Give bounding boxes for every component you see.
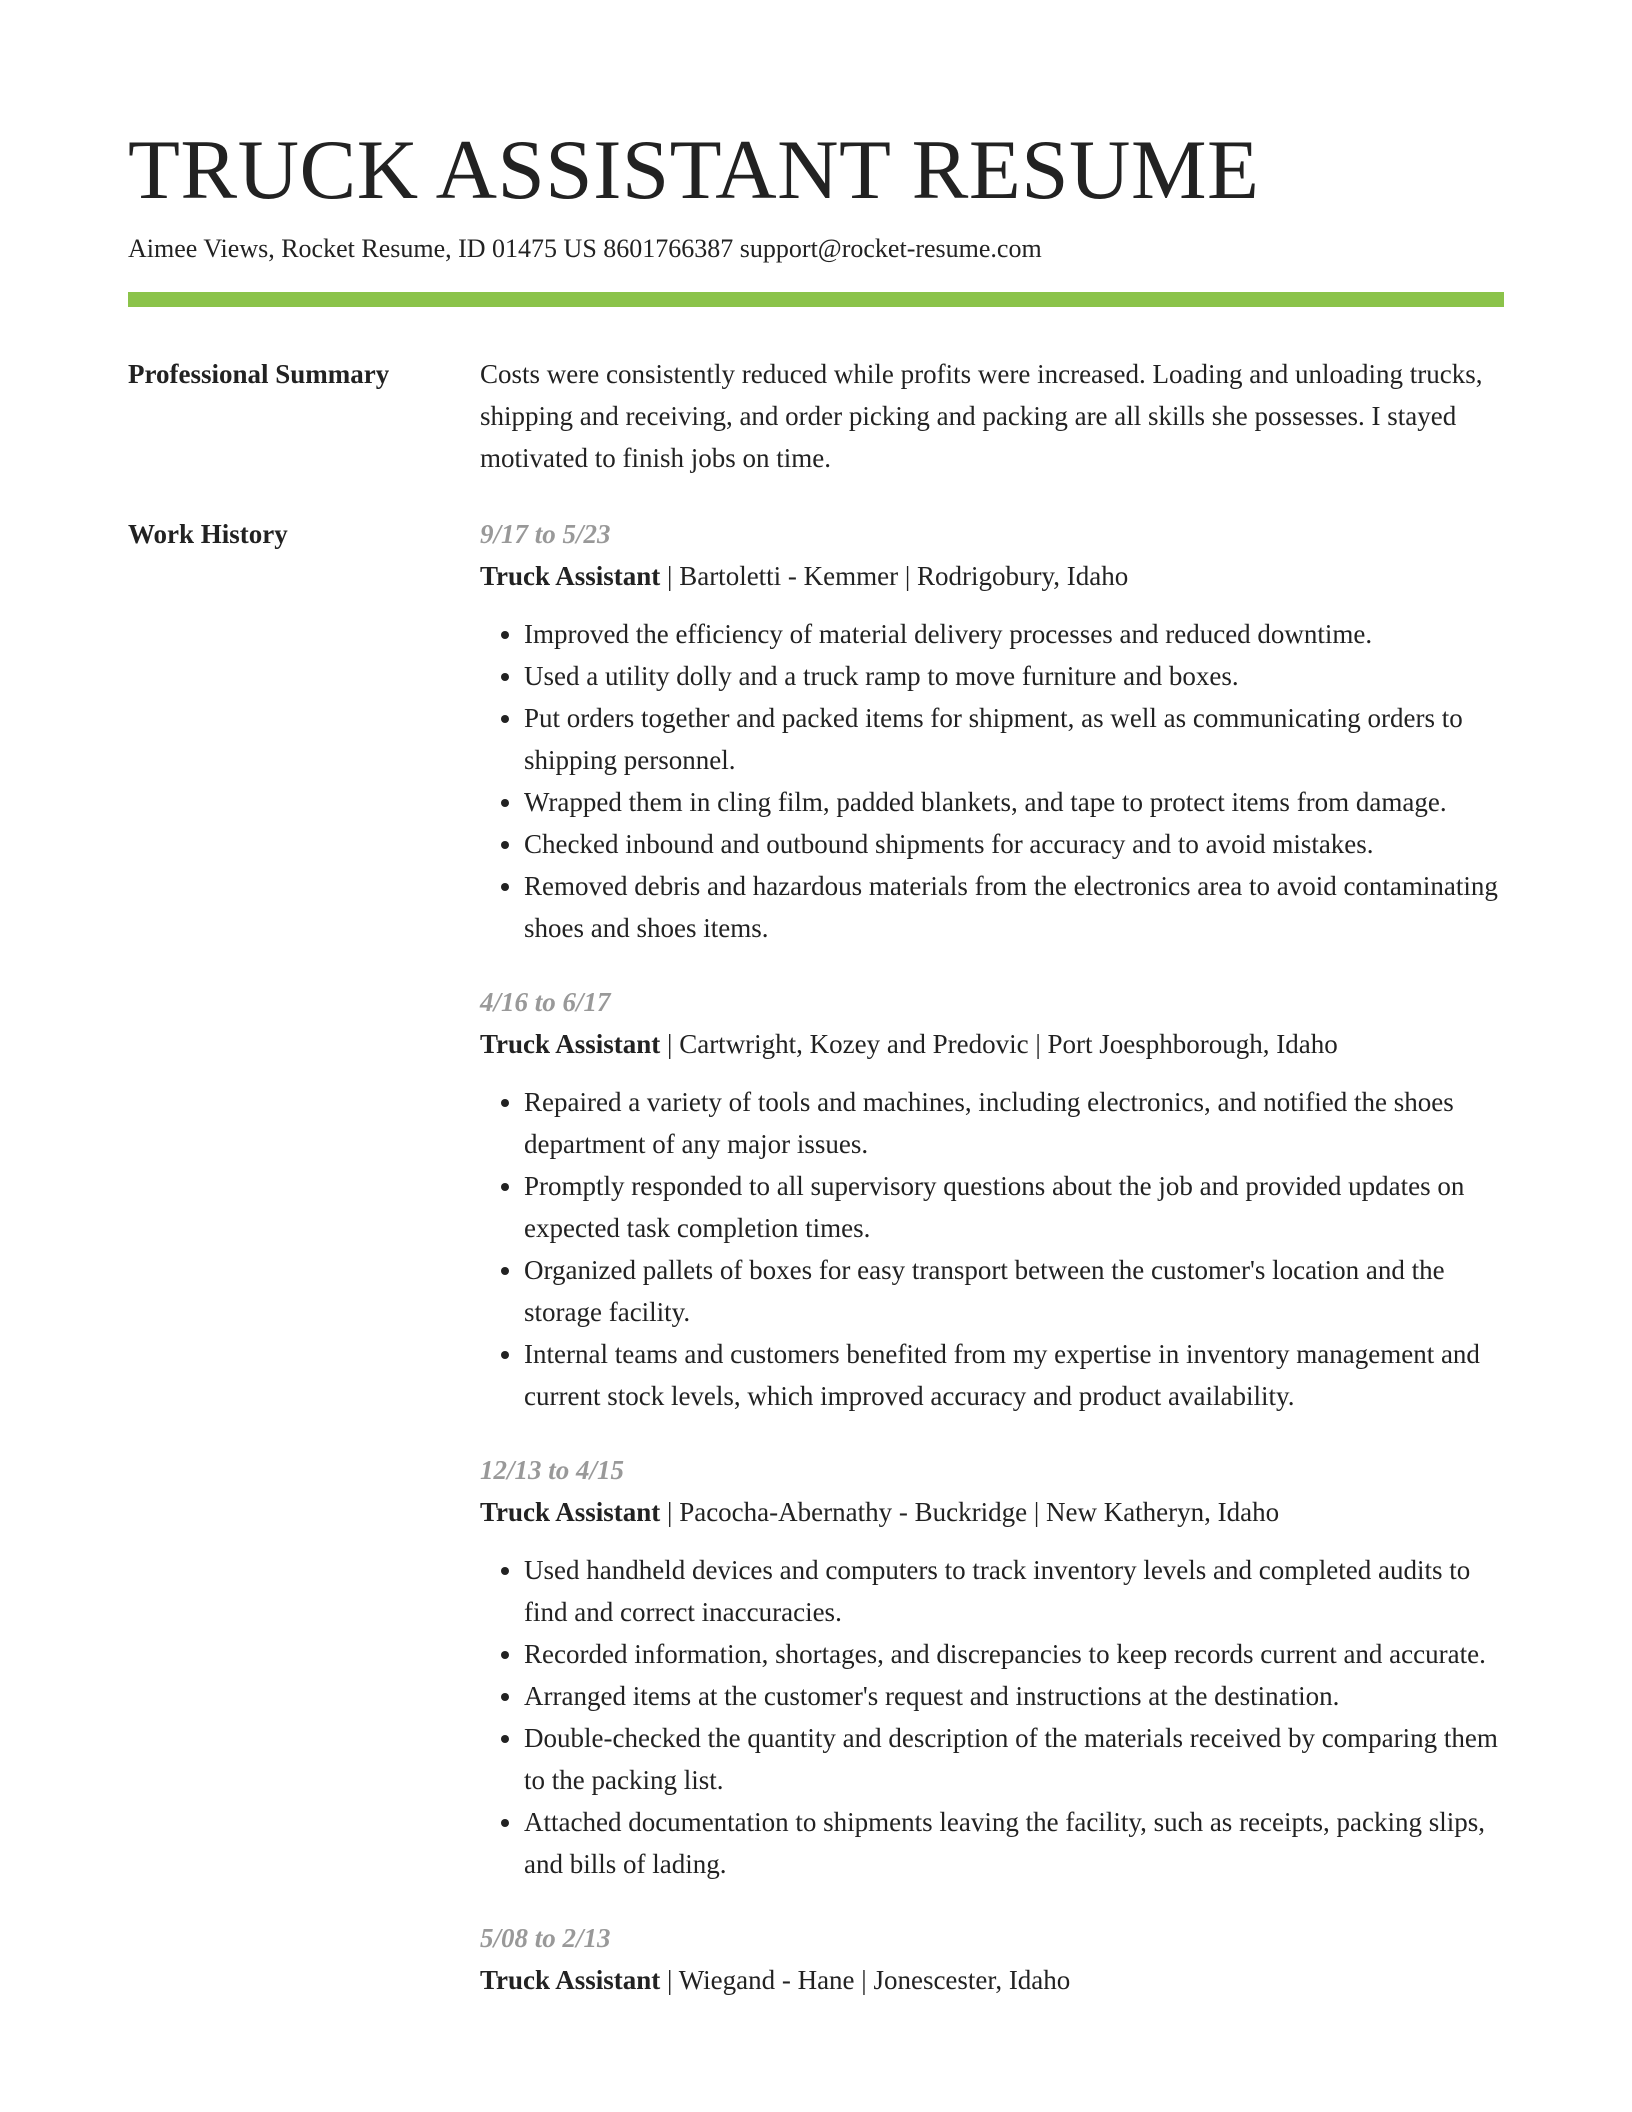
job-employer-location: | Cartwright, Kozey and Predovic | Port Joesphborough, Idaho xyxy=(660,1029,1338,1059)
job-entry xyxy=(480,981,1504,1417)
job-dates: 4/16 to 6/17 xyxy=(480,987,611,1017)
job-dates: 12/13 to 4/15 xyxy=(480,1455,625,1485)
accent-divider xyxy=(128,292,1504,307)
job-bullet: • Organized pallets of boxes for easy transport between the customer's location and the storage facility. xyxy=(524,1249,1504,1333)
job-dates: 5/08 to 2/13 xyxy=(480,1923,611,1953)
job-employer-location: | Wiegand - Hane | Jonescester, Idaho xyxy=(660,1965,1071,1995)
job-bullet: • Internal teams and customers benefited from my expertise in inventory management and current stock levels, which improved accuracy and product availability. xyxy=(524,1333,1504,1417)
job-title: Truck Assistant xyxy=(480,1497,661,1527)
job-list xyxy=(480,513,1504,2033)
job-bullet: • Wrapped them in cling film, padded blankets, and tape to protect items from damage. xyxy=(524,781,1504,823)
job-entry xyxy=(480,1917,1504,2001)
job-bullet: • Removed debris and hazardous materials from the electronics area to avoid contaminating shoes and shoes items. xyxy=(524,865,1504,949)
job-bullet: • Attached documentation to shipments leaving the facility, such as receipts, packing slips, and bills of lading. xyxy=(524,1801,1504,1885)
contact-line: Aimee Views, Rocket Resume, ID 01475 US 8601766387 support@rocket-resume.com xyxy=(128,234,1042,263)
job-bullet: • Improved the efficiency of material delivery processes and reduced downtime. xyxy=(524,613,1504,655)
job-bullet-list xyxy=(480,1081,1504,1417)
job-bullet: • Double-checked the quantity and description of the materials received by comparing them to the packing list. xyxy=(524,1717,1504,1801)
job-heading xyxy=(480,1023,1504,1065)
work-history-section xyxy=(128,513,1504,2033)
job-dates: 9/17 to 5/23 xyxy=(480,519,611,549)
job-bullet-list xyxy=(480,613,1504,949)
job-heading xyxy=(480,555,1504,597)
job-employer-location: | Bartoletti - Kemmer | Rodrigobury, Idaho xyxy=(660,561,1129,591)
job-bullet: • Arranged items at the customer's request and instructions at the destination. xyxy=(524,1675,1504,1717)
job-bullet: • Checked inbound and outbound shipments for accuracy and to avoid mistakes. xyxy=(524,823,1504,865)
job-bullet: • Put orders together and packed items for shipment, as well as communicating orders to shipping personnel. xyxy=(524,697,1504,781)
job-bullet: • Repaired a variety of tools and machines, including electronics, and notified the shoes department of any major issues. xyxy=(524,1081,1504,1165)
job-entry xyxy=(480,513,1504,949)
job-bullet: • Recorded information, shortages, and discrepancies to keep records current and accurate. xyxy=(524,1633,1504,1675)
job-employer-location: | Pacocha-Abernathy - Buckridge | New Katheryn, Idaho xyxy=(660,1497,1280,1527)
job-bullet-list xyxy=(480,1549,1504,1885)
job-title: Truck Assistant xyxy=(480,1965,661,1995)
resume-title: TRUCK ASSISTANT RESUME xyxy=(128,123,1260,217)
job-title: Truck Assistant xyxy=(480,561,661,591)
job-title: Truck Assistant xyxy=(480,1029,661,1059)
job-bullet: • Used a utility dolly and a truck ramp to move furniture and boxes. xyxy=(524,655,1504,697)
summary-label: Professional Summary xyxy=(128,359,390,389)
summary-section xyxy=(128,353,1504,479)
job-bullet: • Used handheld devices and computers to track inventory levels and completed audits to find and correct inaccuracies. xyxy=(524,1549,1504,1633)
summary-text: Costs were consistently reduced while profits were increased. Loading and unloading trucks, shipping and receiving, and order picking and packing are all skills she possesses. I stayed motivated to finish jobs on time. xyxy=(480,359,1483,473)
job-heading xyxy=(480,1959,1504,2001)
resume-page xyxy=(128,120,1504,2033)
job-entry xyxy=(480,1449,1504,1885)
job-bullet: • Promptly responded to all supervisory questions about the job and provided updates on expected task completion times. xyxy=(524,1165,1504,1249)
work-history-label: Work History xyxy=(128,519,288,549)
job-heading xyxy=(480,1491,1504,1533)
